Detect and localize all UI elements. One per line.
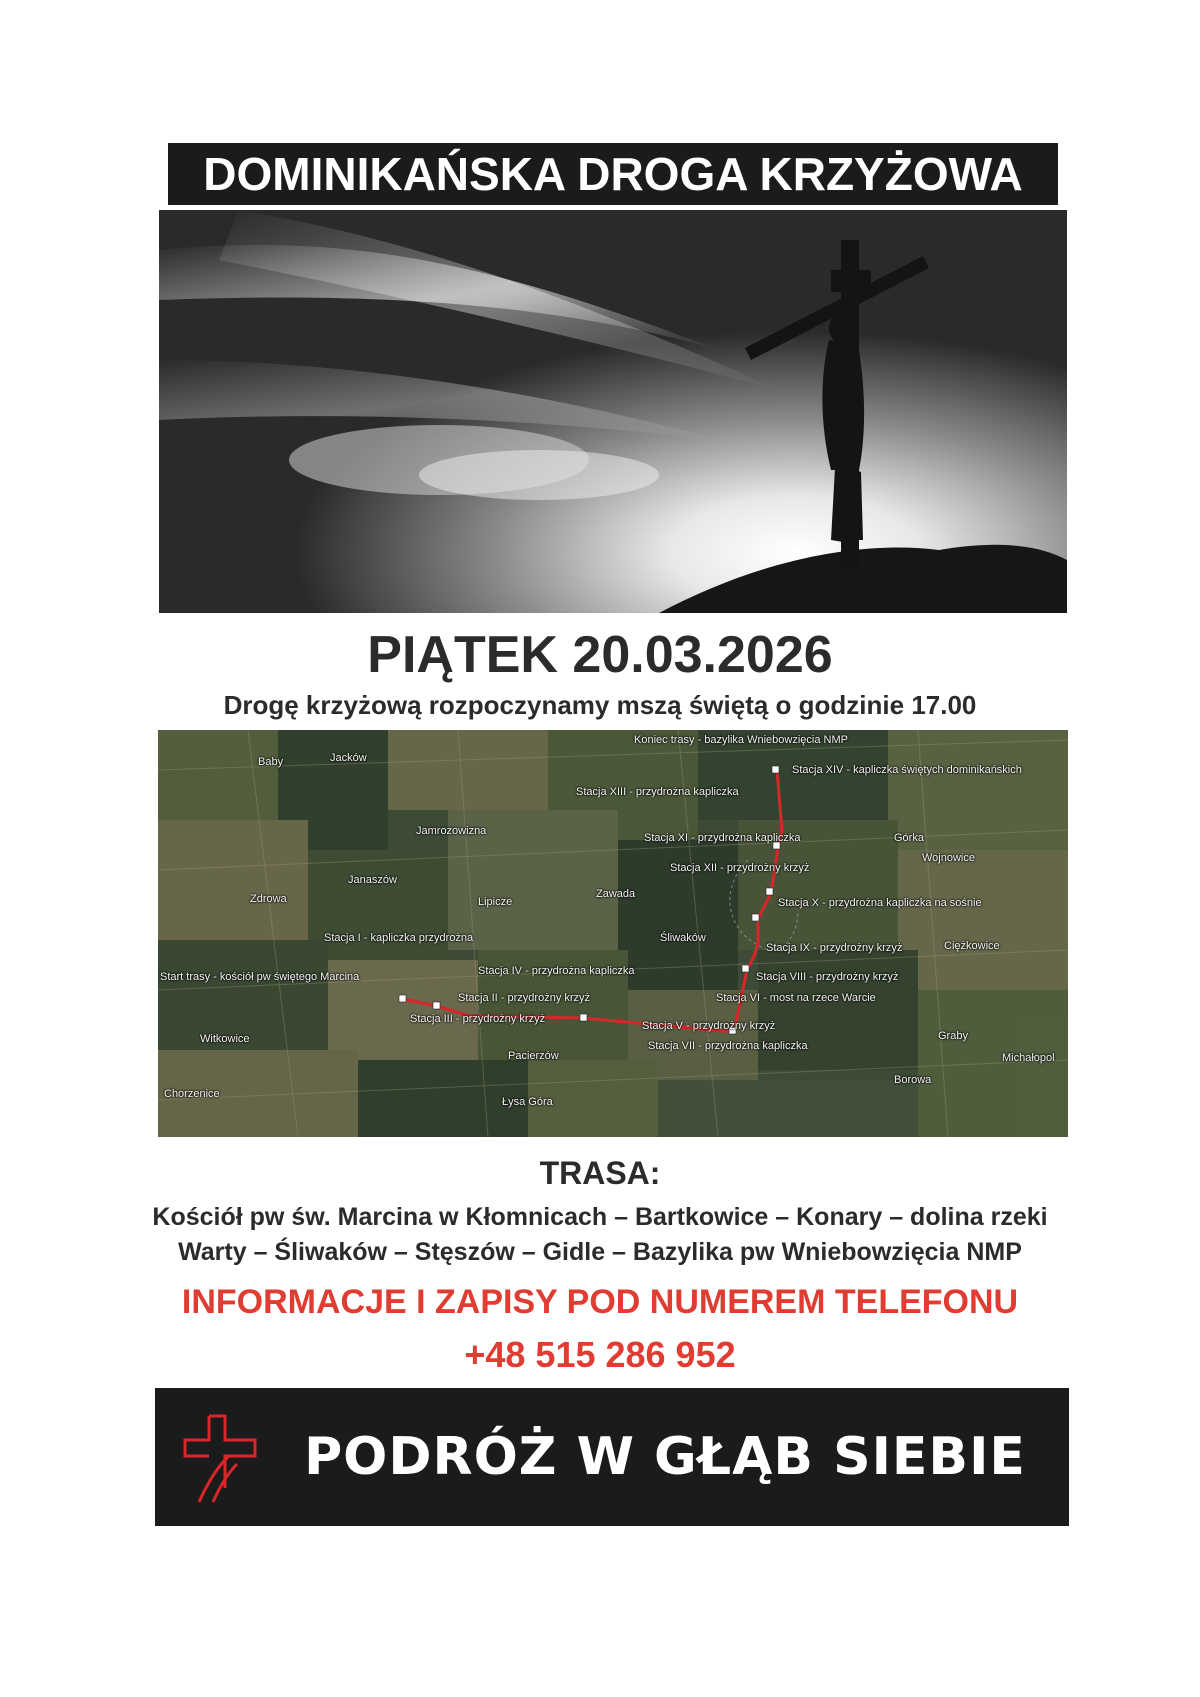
- map-place-borowa: Borowa: [894, 1074, 932, 1086]
- map-place-paciorzow: Pacierzów: [508, 1050, 559, 1062]
- route-map: [158, 730, 1068, 1137]
- map-place-graby: Graby: [938, 1030, 968, 1042]
- event-date: PIĄTEK 20.03.2026: [367, 626, 833, 684]
- map-place-wojnowice: Wojnowice: [922, 852, 975, 864]
- footer-slogan: PODRÓŻ W GŁĄB SIEBIE: [304, 1427, 1026, 1487]
- contact-info: INFORMACJE I ZAPISY POD NUMEREM TELEFONU: [181, 1283, 1019, 1321]
- map-label-station-5: Stacja V - przydrożny krzyż: [642, 1020, 776, 1032]
- map-label-station-8: Stacja VIII - przydrożny krzyż: [756, 971, 899, 983]
- map-label-station-11: Stacja XI - przydrożna kapliczka: [644, 832, 801, 844]
- map-label-station-2: Stacja II - przydrożny krzyż: [458, 992, 591, 1004]
- map-label-station-9: Stacja IX - przydrożny krzyż: [766, 942, 903, 954]
- map-label-start: Start trasy - kościół pw świętego Marcina: [160, 971, 360, 983]
- map-label-station-6: Stacja VI - most na rzece Warcie: [716, 992, 876, 1004]
- map-place-baby: Baby: [258, 756, 284, 768]
- map-place-jamrozowizna: Jamrozowizna: [416, 825, 487, 837]
- contact-phone: +48 515 286 952: [464, 1334, 736, 1375]
- map-place-lipicze: Lipicze: [478, 896, 513, 908]
- map-label-station-4: Stacja IV - przydrożna kapliczka: [478, 965, 635, 977]
- route-line-1: Kościół pw św. Marcina w Kłomnicach – Bartkowice – Konary – dolina rzeki: [152, 1203, 1048, 1231]
- route-heading: TRASA:: [539, 1155, 661, 1191]
- crucifix-photo: [159, 210, 1067, 613]
- map-place-sliwakow: Śliwaków: [660, 932, 706, 944]
- map-place-witkowice: Witkowice: [200, 1033, 250, 1045]
- map-place-zawada: Zawada: [596, 888, 636, 900]
- map-place-ciezkowice: Ciężkowice: [944, 940, 1000, 952]
- map-label-station-14: Stacja XIV - kapliczka świętych dominikańskich: [792, 764, 1022, 776]
- map-label-station-1: Stacja I - kapliczka przydrożna: [324, 932, 474, 944]
- map-place-zdrowa: Zdrowa: [250, 893, 287, 905]
- map-place-chorzenice: Chorzenice: [164, 1088, 220, 1100]
- map-label-station-7: Stacja VII - przydrożna kapliczka: [648, 1040, 808, 1052]
- map-label-station-10: Stacja X - przydrożna kapliczka na sośnie: [778, 897, 982, 909]
- map-place-michalopol: Michałopol: [1002, 1052, 1055, 1064]
- map-label-station-3: Stacja III - przydrożny krzyż: [410, 1013, 546, 1025]
- map-label-end: Koniec trasy - bazylika Wniebowzięcia NMP: [634, 734, 848, 746]
- map-place-jackow: Jacków: [330, 752, 367, 764]
- map-label-station-12: Stacja XII - przydrożny krzyż: [670, 862, 810, 874]
- route-line-2: Warty – Śliwaków – Stęszów – Gidle – Bazylika pw Wniebowzięcia NMP: [178, 1238, 1022, 1266]
- footer-banner: [155, 1388, 1069, 1526]
- cross-logo-icon: [179, 1410, 269, 1506]
- event-subtitle: Drogę krzyżową rozpoczynamy mszą świętą o godzinie 17.00: [223, 690, 977, 720]
- page-title: DOMINIKAŃSKA DROGA KRZYŻOWA: [168, 143, 1058, 205]
- map-place-janaszow: Janaszów: [348, 874, 397, 886]
- map-label-station-13: Stacja XIII - przydrożna kapliczka: [576, 786, 739, 798]
- map-place-gorka: Górka: [894, 832, 924, 844]
- map-place-lysa-gora: Łysa Góra: [502, 1096, 553, 1108]
